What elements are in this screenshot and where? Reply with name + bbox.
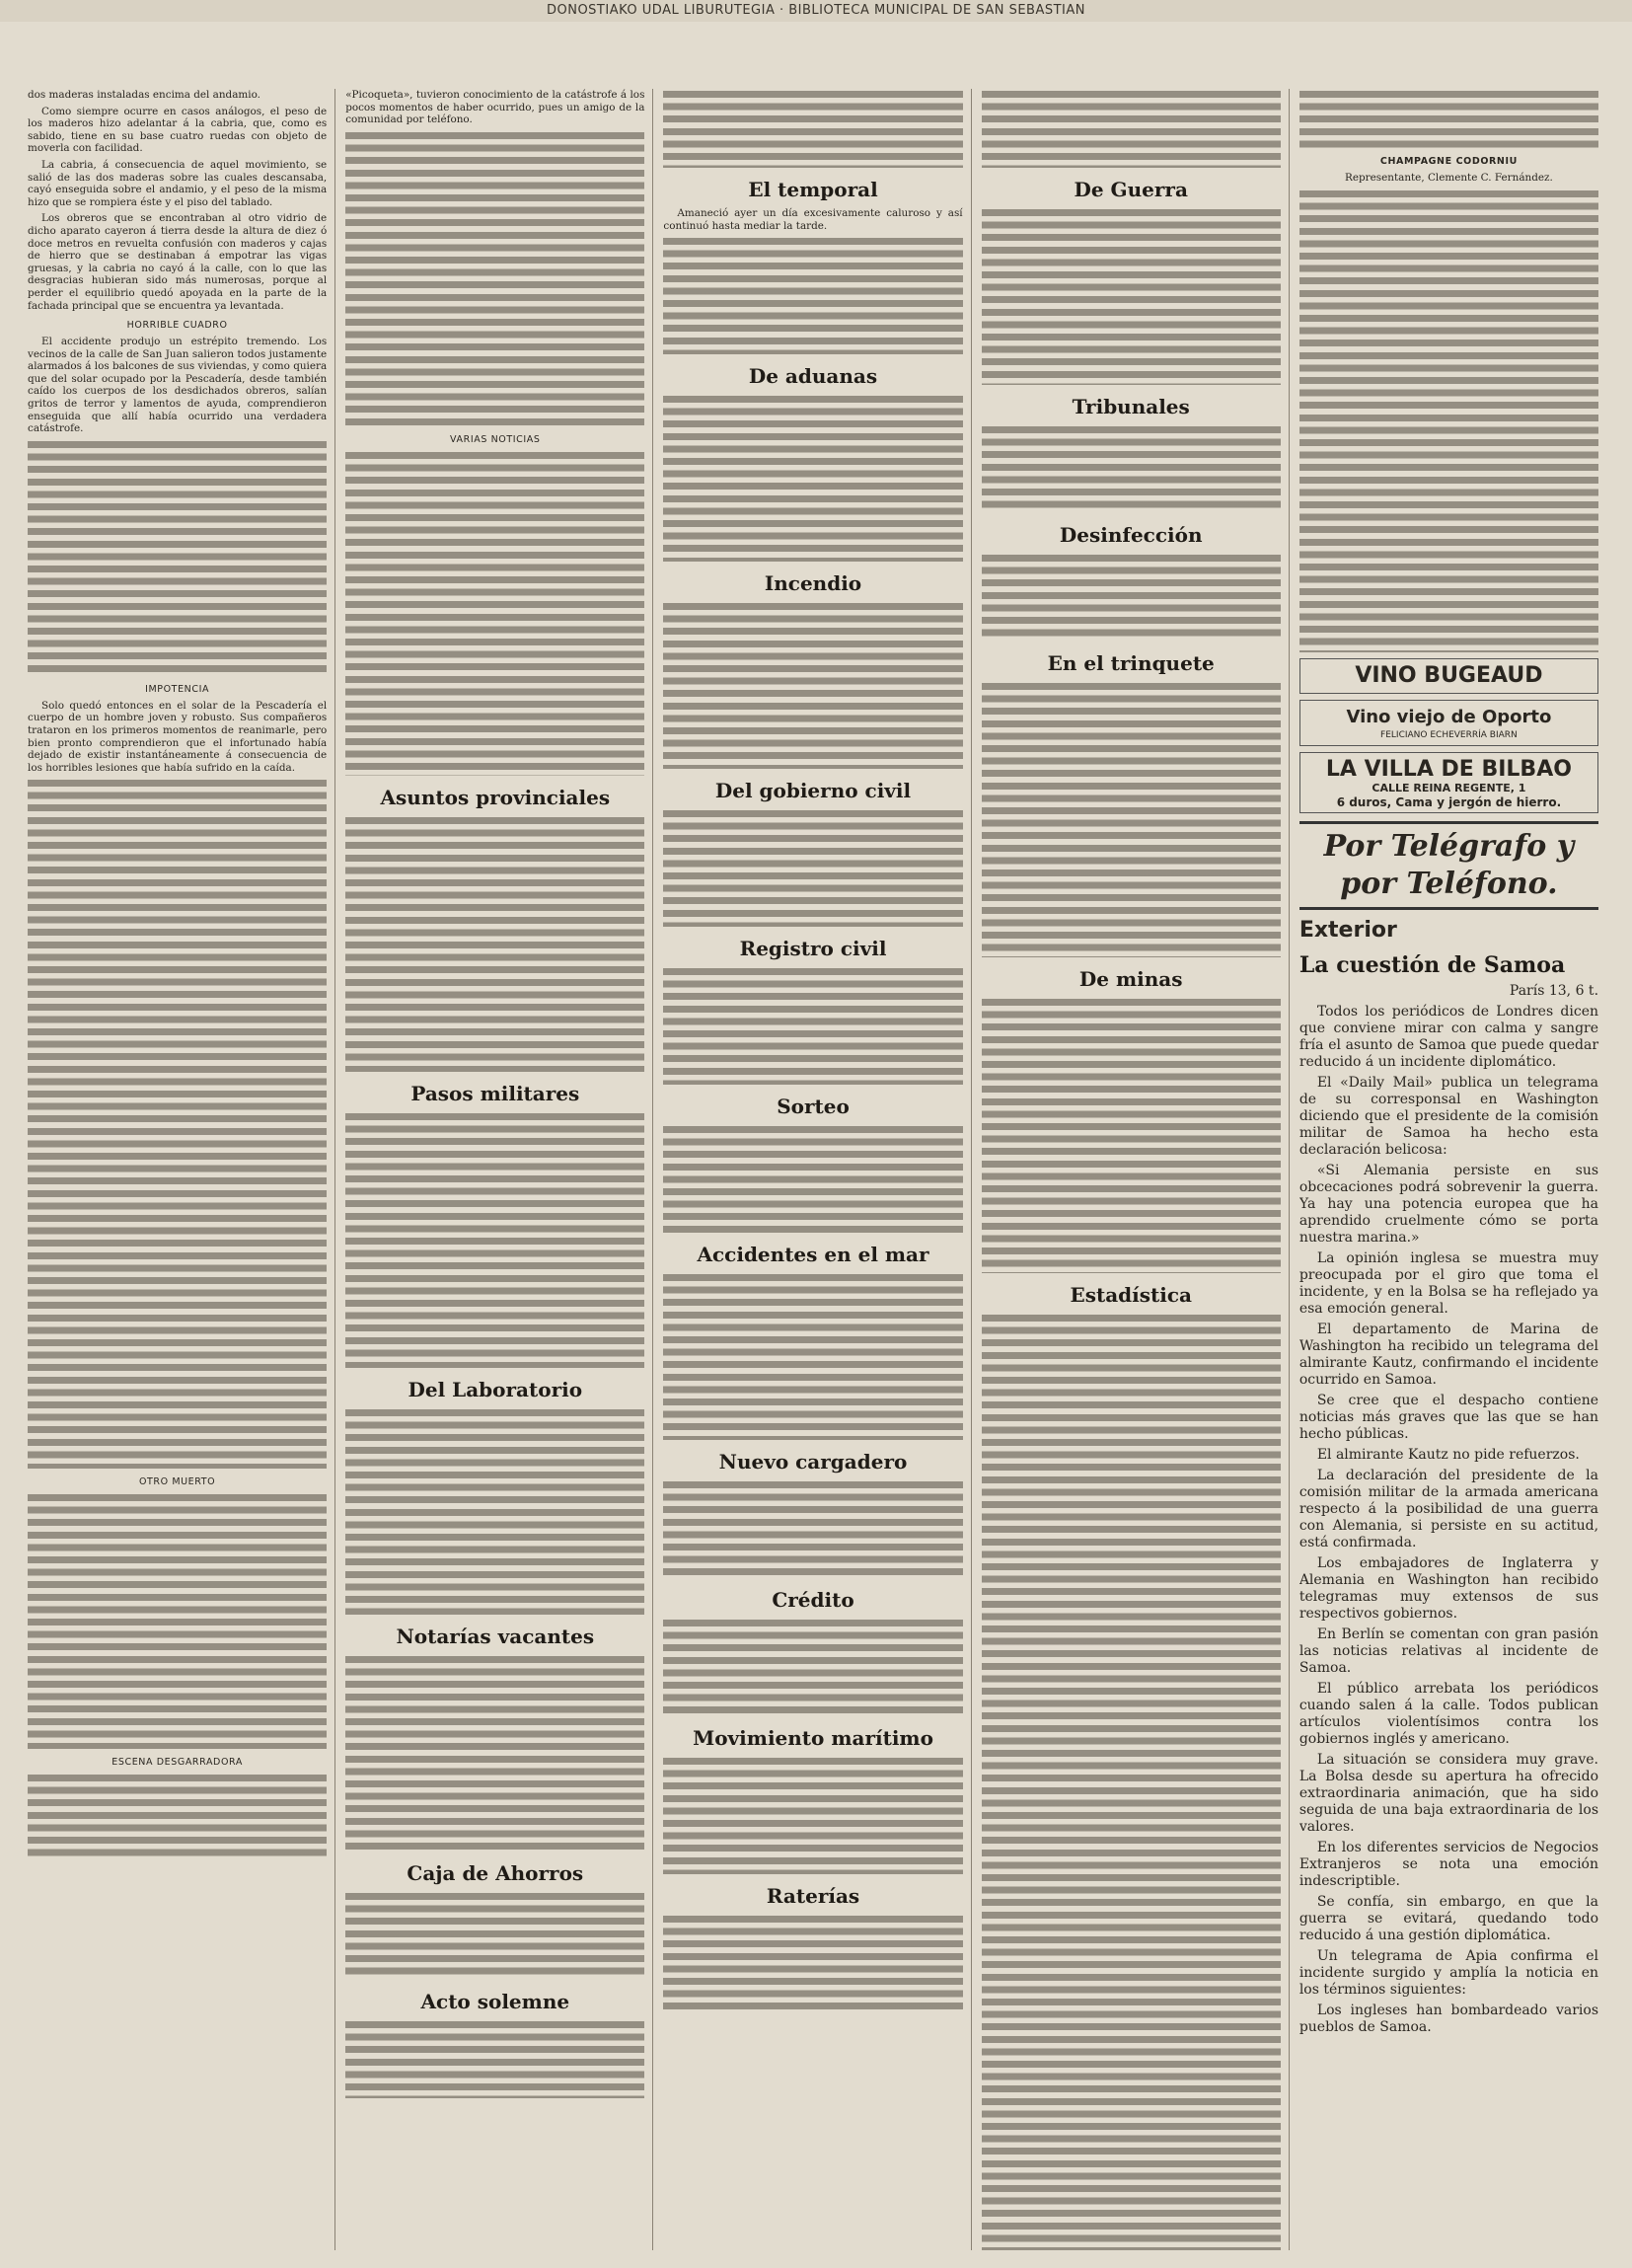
text-block [663, 601, 962, 769]
ad-title: VINO BUGEAUD [1355, 662, 1543, 688]
text-block [663, 1914, 962, 2012]
paragraph: El departamento de Marina de Washington ha recibido un telegrama del almirante Kautz, confirmando el incidente ocurrido en Samoa. [1298, 1321, 1599, 1388]
paragraph: La situación se considera muy grave. La Bolsa desde su apertura ha ofrecido extraordinaria animación, que ha sido seguida de una baja extraordinaria de los valores. [1298, 1751, 1599, 1835]
paragraph: La opinión inglesa se muestra muy preocupada por el giro que toma el incidente, y en la Bolsa se ha reflejado ya esa emoción general. [1298, 1249, 1599, 1317]
section-title: El temporal [748, 178, 878, 201]
text-block [982, 553, 1281, 642]
section-title: Tribunales [1072, 395, 1190, 418]
section-title: Notarías vacantes [396, 1624, 595, 1648]
text-block [982, 997, 1281, 1273]
text-block [1299, 89, 1598, 148]
section-title: Del Laboratorio [408, 1377, 583, 1401]
subheading: CHAMPAGNE CODORNIU [1379, 156, 1518, 167]
column-2 [345, 89, 653, 2250]
text-block [663, 1272, 962, 1440]
paragraph: El almirante Kautz no pide refuerzos. [1316, 1446, 1580, 1463]
text-block [663, 1124, 962, 1233]
text-block [28, 439, 327, 676]
paragraph: dos maderas instaladas encima del andamio. [28, 89, 260, 101]
column-3 [663, 89, 971, 2250]
text-block [345, 130, 644, 426]
paragraph: Representante, Clemente C. Fernández. [1345, 172, 1553, 184]
section-title: Movimiento marítimo [693, 1726, 933, 1751]
text-block [663, 236, 962, 354]
text-block [982, 424, 1281, 513]
text-block [982, 1313, 1281, 2250]
paragraph: Todos los periódicos de Londres dicen que conviene mirar con calma y sangre fría el asunto de Samoa que puede quedar reducido á un incidente diplomático. [1298, 1003, 1599, 1070]
text-block [345, 2019, 644, 2098]
text-block [28, 778, 327, 1469]
subheading: VARIAS NOTICIAS [450, 433, 541, 445]
ad-text: FELICIANO ECHEVERRÍA BIARN [1380, 729, 1518, 740]
samoa-article [1299, 953, 1598, 2036]
section-title: Sorteo [777, 1095, 850, 1119]
text-block [28, 1492, 327, 1749]
paragraph: Amaneció ayer un día excesivamente caluroso y así continuó hasta mediar la tarde. [663, 207, 963, 232]
section-title: Pasos militares [410, 1081, 580, 1105]
section-title: Desinfección [1059, 523, 1203, 547]
advertisement [1299, 700, 1598, 746]
section-title: Registro civil [739, 937, 887, 961]
section-title: De aduanas [748, 364, 878, 389]
section-title: Estadística [1070, 1283, 1192, 1307]
subheading: IMPOTENCIA [145, 683, 210, 695]
text-block [345, 1111, 644, 1368]
text-block [982, 89, 1281, 168]
section-title: Acto solemne [420, 1989, 570, 2013]
paragraph: El público arrebata los periódicos cuando salen á la calle. Todos publican artículos violentísimos contra los gobiernos inglés y americano. [1298, 1680, 1599, 1747]
subheading: OTRO MUERTO [138, 1476, 216, 1488]
ad-text: 6 duros, Cama y jergón de hierro. [1336, 794, 1562, 809]
text-block [345, 815, 644, 1072]
paragraph: Se cree que el despacho contiene noticias más graves que las que se han hecho públicas. [1298, 1392, 1599, 1442]
paragraph: La declaración del presidente de la comisión militar de la armada americana respecto á la posibilidad de una guerra con Alemania, si persiste en su actitud, está confirmada. [1298, 1467, 1599, 1550]
text-block [663, 89, 962, 168]
section-title: Incendio [764, 571, 862, 596]
column-5 [1299, 89, 1606, 2250]
text-block [663, 1479, 962, 1578]
paragraph: La cabria, á consecuencia de aquel movimiento, se salió de las dos maderas sobre las cuales descansaba, cayó enseguida sobre el andamio, y el peso de la misma hizo que se rompiera éste y el piso del tablado. [28, 158, 328, 208]
paragraph: «Picoqueta», tuvieron conocimiento de la catástrofe á los pocos momentos de haber ocurrido, pues un amigo de la comunidad por teléfono. [345, 89, 645, 126]
text-block [28, 1773, 327, 1861]
text-block [345, 1654, 644, 1852]
section-title: Raterías [766, 1884, 860, 1909]
text-block [663, 1756, 962, 1874]
ad-text: CALLE REINA REGENTE, 1 [1372, 781, 1526, 794]
section-heading-exterior: Exterior [1298, 917, 1397, 943]
paragraph: Como siempre ocurre en casos análogos, el peso de los maderos hizo adelantar á la cabria, que, como es sabido, tiene en su base cuatro ruedas con objeto de moverla con facilidad. [28, 105, 328, 155]
paragraph: Los ingleses han bombardeado varios pueblos de Samoa. [1298, 2002, 1599, 2035]
section-title: De minas [1078, 967, 1183, 991]
text-block [345, 1407, 644, 1615]
paragraph: Un telegrama de Apia confirma el incidente surgido y amplía la noticia en los términos siguientes: [1298, 1947, 1599, 1998]
text-block [345, 450, 644, 776]
ad-title: Vino viejo de Oporto [1346, 706, 1552, 727]
dateline: París 13, 6 t. [1509, 982, 1599, 999]
section-title: Accidentes en el mar [697, 1243, 929, 1267]
advertisement [1299, 658, 1598, 694]
library-watermark-strip: DONOSTIAKO UDAL LIBURUTEGIA · BIBLIOTECA MUNICIPAL DE SAN SEBASTIAN [0, 0, 1632, 22]
text-block [663, 966, 962, 1085]
advertisement [1299, 752, 1598, 813]
paragraph: Los obreros que se encontraban al otro vidrio de dicho aparato cayeron á tierra desde la altura de diez ó doce metros en revuelta confusión con maderos y cajas de hierro que se destinaban á empotrar las vigas gruesas, y la cabria no cayó á la calle, con lo que las desgracias hubieran sido más numerosas, porque al perder el equilibrio quedó apoyada en la parte de la fachada principal que se encuentra ya levantada. [28, 212, 328, 312]
subheading: ESCENA DESGARRADORA [111, 1757, 243, 1769]
text-block [663, 1618, 962, 1716]
text-block [663, 808, 962, 927]
section-title: Crédito [772, 1588, 854, 1613]
column-4 [982, 89, 1290, 2250]
paragraph: Los embajadores de Inglaterra y Alemania en Washington han recibido telegramas muy extensos de sus respectivos gobiernos. [1298, 1554, 1599, 1622]
subheading: HORRIBLE CUADRO [126, 320, 228, 332]
paragraph: Solo quedó entonces en el solar de la Pescadería el cuerpo de un hombre joven y robusto. Sus compañeros trataron en los primeros momentos de reanimarle, pero bien pronto comprendieron que el infortunado había dejado de existir instantáneamente á consecuencia de los horribles lesiones que había sufrido en la caída. [28, 699, 328, 774]
text-block [663, 394, 962, 562]
section-title: Nuevo cargadero [718, 1450, 908, 1474]
text-block [982, 207, 1281, 385]
paragraph: En Berlín se comentan con gran pasión las noticias relativas al incidente de Samoa. [1298, 1625, 1599, 1676]
paragraph: En los diferentes servicios de Negocios Extranjeros se nota una emoción indescriptible. [1298, 1839, 1599, 1889]
section-title: De Guerra [1074, 178, 1188, 201]
text-block [982, 681, 1281, 957]
newspaper-page [28, 89, 1606, 2250]
section-title: Caja de Ahorros [407, 1860, 584, 1885]
paragraph: «Si Alemania persiste en sus obcecaciones podrá sobrevenir la guerra. Ya hay una potencia europea que ha aprendido cruelmente cómo se porta nuestra marina.» [1298, 1162, 1599, 1246]
ad-title: LA VILLA DE BILBAO [1325, 756, 1572, 782]
section-title: La cuestión de Samoa [1298, 951, 1566, 978]
text-block [1299, 189, 1598, 652]
text-block [345, 1891, 644, 1980]
paragraph: El accidente produjo un estrépito tremendo. Los vecinos de la calle de San Juan salieron todos justamente alarmados á los balcones de sus viviendas, y como quiera que del solar ocupado por la Pescadería, desde también caído los cuerpos de los desdichados obreros, salían gritos de terror y lamentos de ayuda, comprendieron enseguida que allí había ocurrido una verdadera catástrofe. [28, 336, 328, 435]
section-title: Asuntos provinciales [380, 785, 611, 809]
section-title: Del gobierno civil [714, 779, 912, 803]
paragraph: El «Daily Mail» publica un telegrama de su corresponsal en Washington diciendo que el presidente de la comisión militar de Samoa ha hecho esta declaración belicosa: [1298, 1074, 1599, 1158]
section-title: En el trinquete [1047, 651, 1215, 675]
telegraph-banner: Por Telégrafo y por Teléfono. [1299, 821, 1598, 910]
paragraph: Se confía, sin embargo, en que la guerra se evitará, quedando todo reducido á una gestión diplomática. [1298, 1893, 1599, 1943]
column-1 [28, 89, 335, 2250]
